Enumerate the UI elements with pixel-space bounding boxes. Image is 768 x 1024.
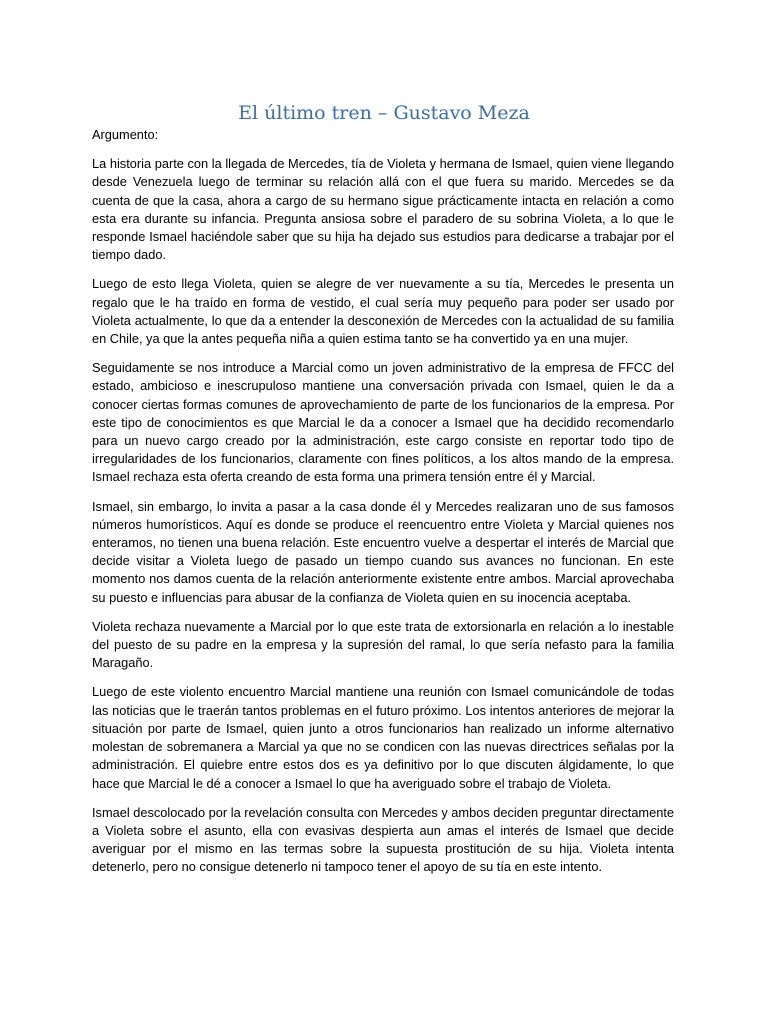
paragraph-7: Ismael descolocado por la revelación consulta con Mercedes y ambos deciden preguntar directamente a Violeta sobre el asunto, ella con evasivas despierta aun amas el interés de Ismael que decide averiguar por el mismo en las termas sobre la supuesta prostitución de su hija. Violeta intenta detenerlo, pero no consigue detenerlo ni tampoco tener el apoyo de su tía en este intento. [92, 804, 674, 875]
section-heading: Argumento: [92, 127, 159, 142]
document-title: El último tren – Gustavo Meza [238, 102, 530, 124]
paragraph-6: Luego de este violento encuentro Marcial mantiene una reunión con Ismael comunicándole de todas las noticias que le traerán tantos problemas en el futuro próximo. Los intentos anteriores de mejorar la situación por parte de Ismael, quien junto a otros funcionarios han realizado un informe alternativo molestan de sobremanera a Marcial ya que no se condicen con las nuevas directrices señalas por la administración. El quiebre entre estos dos es ya definitivo por lo que discuten álgidamente, lo que hace que Marcial le dé a conocer a Ismael lo que ha averiguado sobre el trabajo de Violeta. [92, 684, 674, 791]
paragraph-2: Luego de esto llega Violeta, quien se alegre de ver nuevamente a su tía, Mercedes le presenta un regalo que le ha traído en forma de vestido, el cual sería muy pequeño para poder ser usado por Violeta actualmente, lo que da a entender la desconexión de Mercedes con la actualidad de su familia en Chile, ya que la antes pequeña niña a quien estima tanto se ha convertido ya en una mujer. [92, 276, 674, 347]
paragraph-3: Seguidamente se nos introduce a Marcial como un joven administrativo de la empresa de FFCC del estado, ambicioso e inescrupuloso mantiene una conversación privada con Ismael, quien le da a conocer ciertas formas comunes de aprovechamiento de parte de los funcionarios de la empresa. Por este tipo de conocimientos es que Marcial le da a conocer a Ismael que ha decidido recomendarlo para un nuevo cargo creado por la administración, este cargo consiste en reportar todo tipo de irregularidades de los funcionarios, claramente con fines políticos, a los altos mando de la empresa. Ismael rechaza esta oferta creando de esta forma una primera tensión entre él y Marcial. [92, 360, 674, 485]
paragraph-1: La historia parte con la llegada de Mercedes, tía de Violeta y hermana de Ismael, quien viene llegando desde Venezuela luego de terminar su relación allá con el que fuera su marido. Mercedes se da cuenta de que la casa, ahora a cargo de su hermano sigue prácticamente intacta en relación a como esta era durante su infancia. Pregunta ansiosa sobre el paradero de su sobrina Violeta, a lo que le responde Ismael haciéndole saber que su hija ha dejado sus estudios para dedicarse a trabajar por el tiempo dado. [92, 156, 674, 263]
paragraph-5: Violeta rechaza nuevamente a Marcial por lo que este trata de extorsionarla en relación a lo inestable del puesto de su padre en la empresa y la supresión del ramal, lo que sería nefasto para la familia Maragaño. [92, 618, 674, 671]
document-body [92, 126, 674, 888]
paragraph-4: Ismael, sin embargo, lo invita a pasar a la casa donde él y Mercedes realizaran uno de sus famosos números humorísticos. Aquí es donde se produce el reencuentro entre Violeta y Marcial quienes nos enteramos, no tienen una buena relación. Este encuentro vuelve a despertar el interés de Marcial que decide visitar a Violeta luego de pasado un tiempo cuando sus avances no funcionan. En este momento nos damos cuenta de la relación anteriormente existente entre ambos. Marcial aprovechaba su puesto e influencias para abusar de la confianza de Violeta quien en su inocencia aceptaba. [92, 498, 674, 605]
